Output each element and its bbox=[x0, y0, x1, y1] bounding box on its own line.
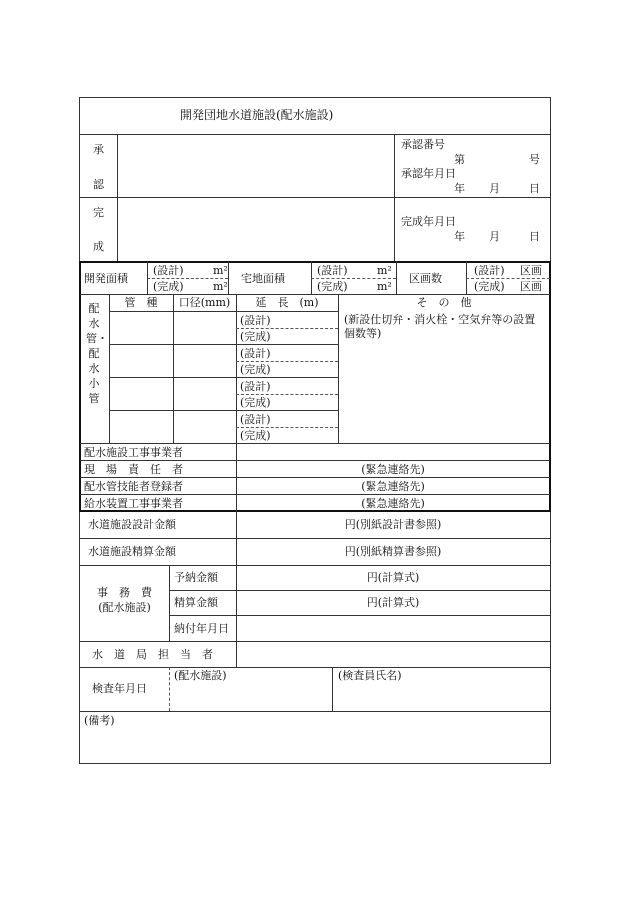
office-fee-label: 事 務 費 bbox=[97, 586, 152, 599]
divider bbox=[236, 427, 338, 428]
divider bbox=[80, 538, 550, 539]
divider bbox=[109, 377, 338, 378]
lots-completed: (完成) bbox=[474, 280, 505, 293]
housing-area-label: 宅地面積 bbox=[241, 272, 285, 285]
dev-area-design: (設計) bbox=[153, 264, 184, 277]
contractor-value: (緊急連絡先) bbox=[361, 480, 425, 493]
approval-label-bottom: 認 bbox=[93, 178, 104, 191]
housing-area-design-unit: m² bbox=[377, 264, 392, 277]
pipe-row-design: (設計) bbox=[240, 413, 271, 426]
divider bbox=[80, 711, 550, 712]
settle-cost-label: 水道施設精算金額 bbox=[88, 545, 176, 558]
approval-year: 年 bbox=[454, 182, 465, 195]
divider bbox=[236, 394, 338, 395]
approval-month: 月 bbox=[489, 182, 500, 195]
lots-design: (設計) bbox=[474, 264, 505, 277]
lots-design-unit: 区画 bbox=[520, 264, 542, 277]
pipe-row-completed: (完成) bbox=[240, 330, 271, 343]
divider bbox=[117, 134, 118, 261]
contractor-label: 給水装置工事事業者 bbox=[84, 497, 183, 510]
col-other: そ の 他 bbox=[416, 296, 472, 309]
divider bbox=[80, 565, 550, 566]
divider bbox=[109, 410, 338, 411]
divider bbox=[80, 294, 550, 295]
divider bbox=[80, 197, 550, 198]
pipe-row-completed: (完成) bbox=[240, 429, 271, 442]
pipe-row-design: (設計) bbox=[240, 347, 271, 360]
divider bbox=[147, 278, 228, 279]
office-settle-value: 円(計算式) bbox=[366, 596, 420, 609]
inspection-date-label: 検査年月日 bbox=[92, 682, 147, 695]
approval-content-field[interactable] bbox=[128, 138, 390, 194]
approval-number-label: 承認番号 bbox=[401, 138, 445, 151]
completion-day: 日 bbox=[529, 230, 540, 243]
paid-date-label: 納付年月日 bbox=[174, 622, 229, 635]
contractor-label: 配水施設工事事業者 bbox=[84, 446, 183, 459]
completion-month: 月 bbox=[489, 230, 500, 243]
dev-area-label: 開発面積 bbox=[84, 272, 128, 285]
office-settle-label: 精算金額 bbox=[174, 596, 218, 609]
divider bbox=[109, 294, 110, 443]
approval-day: 日 bbox=[529, 182, 540, 195]
completion-year: 年 bbox=[454, 230, 465, 243]
contractor-value: (緊急連絡先) bbox=[361, 463, 425, 476]
office-fee-sublabel: (配水施設) bbox=[98, 601, 151, 614]
divider bbox=[466, 278, 550, 279]
design-cost-value: 円(別紙設計書参照) bbox=[344, 518, 442, 531]
pipe-row-design: (設計) bbox=[240, 380, 271, 393]
col-length: 延 長 (m) bbox=[255, 296, 319, 309]
approval-number-prefix: 第 bbox=[454, 153, 465, 166]
divider bbox=[109, 344, 338, 345]
divider bbox=[80, 443, 550, 444]
approval-date-label: 承認年月日 bbox=[401, 167, 456, 180]
divider bbox=[109, 311, 338, 312]
settle-cost-value: 円(別紙精算書参照) bbox=[344, 545, 442, 558]
contractor-label: 配水管技能者登録者 bbox=[84, 480, 183, 493]
divider bbox=[169, 565, 170, 641]
divider bbox=[169, 590, 550, 591]
dev-area-completed: (完成) bbox=[153, 280, 184, 293]
divider bbox=[332, 667, 333, 711]
pipe-row-design: (設計) bbox=[240, 314, 271, 327]
prepay-value: 円(計算式) bbox=[366, 571, 420, 584]
divider bbox=[311, 278, 396, 279]
completion-content-field[interactable] bbox=[128, 201, 390, 257]
inspector-name-label: (検査員氏名) bbox=[338, 669, 402, 682]
housing-area-completed-unit: m² bbox=[377, 280, 392, 293]
pipe-row-completed: (完成) bbox=[240, 363, 271, 376]
bureau-label: 水 道 局 担 当 者 bbox=[92, 648, 213, 661]
lots-completed-unit: 区画 bbox=[520, 280, 542, 293]
housing-area-completed: (完成) bbox=[317, 280, 348, 293]
prepay-label: 予納金額 bbox=[174, 571, 218, 584]
form-title: 開発団地水道施設(配水施設) bbox=[180, 108, 334, 122]
dev-area-design-unit: m² bbox=[213, 264, 228, 277]
design-cost-label: 水道施設設計金額 bbox=[88, 518, 176, 531]
completion-label-top: 完 bbox=[93, 206, 104, 219]
remarks-field[interactable] bbox=[84, 730, 546, 760]
divider bbox=[173, 294, 174, 443]
divider bbox=[169, 615, 550, 616]
divider bbox=[236, 361, 338, 362]
divider bbox=[236, 641, 237, 667]
contractor-value: (緊急連絡先) bbox=[361, 497, 425, 510]
pipes-side-label: 配水管・配水小管 bbox=[86, 302, 108, 405]
contractor-label: 現 場 責 任 者 bbox=[84, 463, 183, 476]
col-diameter: 口径(mm) bbox=[178, 296, 231, 309]
form-sheet bbox=[79, 97, 551, 764]
approval-number-suffix: 号 bbox=[529, 153, 540, 166]
divider bbox=[236, 328, 338, 329]
housing-area-design: (設計) bbox=[317, 264, 348, 277]
divider bbox=[80, 477, 550, 478]
lots-label: 区画数 bbox=[409, 272, 442, 285]
divider bbox=[169, 667, 170, 711]
divider bbox=[394, 134, 395, 261]
inspection-facility: (配水施設) bbox=[174, 669, 227, 682]
dev-area-completed-unit: m² bbox=[213, 280, 228, 293]
divider bbox=[80, 667, 550, 668]
divider bbox=[228, 261, 229, 294]
divider bbox=[80, 494, 550, 495]
divider bbox=[80, 134, 550, 135]
approval-label-top: 承 bbox=[93, 143, 104, 156]
completion-date-label: 完成年月日 bbox=[401, 215, 456, 228]
remarks-label: (備考) bbox=[84, 714, 115, 727]
pipe-row-completed: (完成) bbox=[240, 396, 271, 409]
divider bbox=[236, 294, 237, 443]
divider bbox=[396, 261, 397, 294]
completion-label-bottom: 成 bbox=[93, 240, 104, 253]
divider bbox=[338, 294, 339, 443]
other-note: (新設仕切弁・消火栓・空気弁等の設置個数等) bbox=[344, 313, 536, 340]
col-pipe-type: 管 種 bbox=[124, 296, 158, 309]
divider bbox=[80, 641, 550, 642]
divider bbox=[80, 460, 550, 461]
